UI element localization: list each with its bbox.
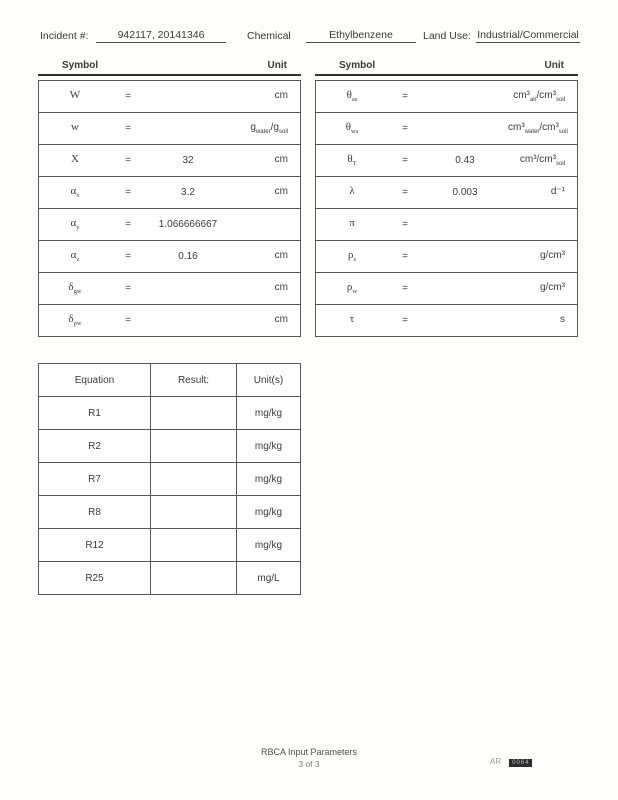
table-row — [38, 176, 301, 209]
unit-cell: cm — [274, 314, 288, 325]
chemical-value: Ethylbenzene — [306, 29, 416, 43]
unit-cell: $g_{water}/g_{soil}$ — [250, 122, 288, 135]
unit-cell: d⁻¹ — [550, 186, 565, 197]
equation-row — [38, 528, 301, 562]
unit-cell: mg/L — [257, 572, 280, 584]
unit-cell: $cm^3_{water}/cm^3_{soil}$ — [508, 122, 568, 135]
equals-sign: = — [402, 219, 408, 230]
value-cell: 0.43 — [455, 155, 475, 166]
value-cell: 0.16 — [178, 251, 198, 262]
result-cell — [151, 463, 237, 495]
symbol-cell: w — [71, 121, 79, 134]
symbol-cell: π — [349, 217, 355, 230]
table-row — [315, 144, 578, 177]
unit-cell: g/cm³ — [540, 282, 565, 293]
land-use-label: Land Use: — [423, 30, 471, 42]
chemical-label: Chemical — [247, 30, 291, 42]
symbol-cell: $\alpha_z$ — [70, 249, 80, 264]
table-row — [38, 304, 301, 337]
equation-row — [38, 429, 301, 463]
equals-sign: = — [402, 187, 408, 198]
value-cell: 3.2 — [181, 187, 195, 198]
table-row — [38, 272, 301, 305]
equation-cell: R25 — [39, 562, 151, 594]
result-cell — [151, 529, 237, 561]
equation-cell: R1 — [39, 397, 151, 429]
table-row — [315, 80, 578, 113]
unit-cell: mg/kg — [254, 539, 283, 551]
unit-cell: $cm^3_{air}/cm^3_{soil}$ — [513, 90, 565, 103]
unit-cell: s — [560, 314, 565, 325]
unit-cell: mg/kg — [254, 407, 283, 419]
table-row — [38, 80, 301, 113]
equations-table — [38, 364, 301, 595]
equals-sign: = — [125, 123, 131, 134]
symbol-cell: $\alpha_y$ — [70, 217, 80, 232]
equals-sign: = — [402, 155, 408, 166]
equation-cell: R8 — [39, 496, 151, 528]
right-parameter-table — [315, 60, 578, 337]
symbol-cell: $\delta_{gw}$ — [68, 281, 82, 296]
unit-cell: cm — [274, 250, 288, 261]
incident-value: 942117, 20141346 — [96, 29, 226, 43]
symbol-cell: $\theta_T$ — [347, 153, 357, 168]
equation-cell: R7 — [39, 463, 151, 495]
unit-cell: mg/kg — [254, 473, 283, 485]
result-cell — [151, 496, 237, 528]
left-parameter-table — [38, 60, 301, 337]
result-header: Result: — [151, 364, 237, 396]
symbol-header: Symbol — [339, 60, 376, 71]
footer-title: RBCA Input Parameters — [260, 747, 358, 757]
equation-cell: R12 — [39, 529, 151, 561]
unit-cell: mg/kg — [254, 506, 283, 518]
equation-row — [38, 462, 301, 496]
equals-sign: = — [402, 251, 408, 262]
table-row — [38, 208, 301, 241]
symbol-cell: $\rho_s$ — [347, 249, 357, 264]
unit-header: Unit — [267, 60, 287, 71]
symbol-cell: $\delta_{pw}$ — [68, 313, 82, 328]
value-cell: 0.003 — [452, 187, 478, 198]
equals-sign: = — [402, 315, 408, 326]
table-header — [315, 60, 578, 76]
unit-cell: g/cm³ — [540, 250, 565, 261]
result-cell — [151, 430, 237, 462]
equals-sign: = — [125, 187, 131, 198]
unit-cell: cm — [274, 282, 288, 293]
equals-sign: = — [402, 91, 408, 102]
table-row — [38, 240, 301, 273]
footer-page-number: 3 of 3 — [298, 759, 320, 769]
equals-sign: = — [125, 219, 131, 230]
equation-row — [38, 495, 301, 529]
equals-sign: = — [402, 123, 408, 134]
table-row — [38, 144, 301, 177]
unit-cell: cm — [274, 90, 288, 101]
table-row — [315, 304, 578, 337]
symbol-cell: τ — [349, 313, 355, 326]
units-header: Unit(s) — [253, 374, 284, 386]
equals-sign: = — [125, 91, 131, 102]
bates-stamp-prefix: AR — [490, 757, 502, 766]
table-row — [315, 240, 578, 273]
equations-header-row — [38, 363, 301, 397]
table-header — [38, 60, 301, 76]
table-row — [315, 176, 578, 209]
equals-sign: = — [125, 283, 131, 294]
value-cell: 1.066666667 — [158, 219, 218, 230]
symbol-cell: W — [69, 89, 81, 102]
symbol-cell: $\rho_w$ — [346, 281, 358, 296]
equation-cell: R2 — [39, 430, 151, 462]
bates-stamp-number: 0064 — [509, 759, 532, 767]
symbol-cell: λ — [349, 185, 355, 198]
symbol-cell: $\theta_{as}$ — [346, 89, 358, 104]
unit-cell: cm — [274, 186, 288, 197]
equation-header: Equation — [39, 364, 151, 396]
symbol-cell: $\theta_{ws}$ — [345, 121, 359, 136]
equation-row — [38, 561, 301, 595]
symbol-cell: X — [71, 153, 79, 166]
symbol-cell: $\alpha_x$ — [70, 185, 80, 200]
unit-cell: cm³/$cm^3_{soil}$ — [519, 154, 565, 167]
table-row — [315, 272, 578, 305]
table-row — [315, 208, 578, 241]
equals-sign: = — [402, 283, 408, 294]
symbol-header: Symbol — [62, 60, 99, 71]
equation-row — [38, 396, 301, 430]
unit-cell: cm — [274, 154, 288, 165]
equals-sign: = — [125, 315, 131, 326]
table-row — [38, 112, 301, 145]
equals-sign: = — [125, 251, 131, 262]
value-cell: 32 — [182, 155, 194, 166]
result-cell — [151, 397, 237, 429]
incident-label: Incident #: — [40, 30, 89, 42]
equals-sign: = — [125, 155, 131, 166]
unit-header: Unit — [544, 60, 564, 71]
unit-cell: mg/kg — [254, 440, 283, 452]
bates-stamp — [490, 757, 532, 767]
result-cell — [151, 562, 237, 594]
table-row — [315, 112, 578, 145]
land-use-value: Industrial/Commercial — [477, 29, 579, 41]
